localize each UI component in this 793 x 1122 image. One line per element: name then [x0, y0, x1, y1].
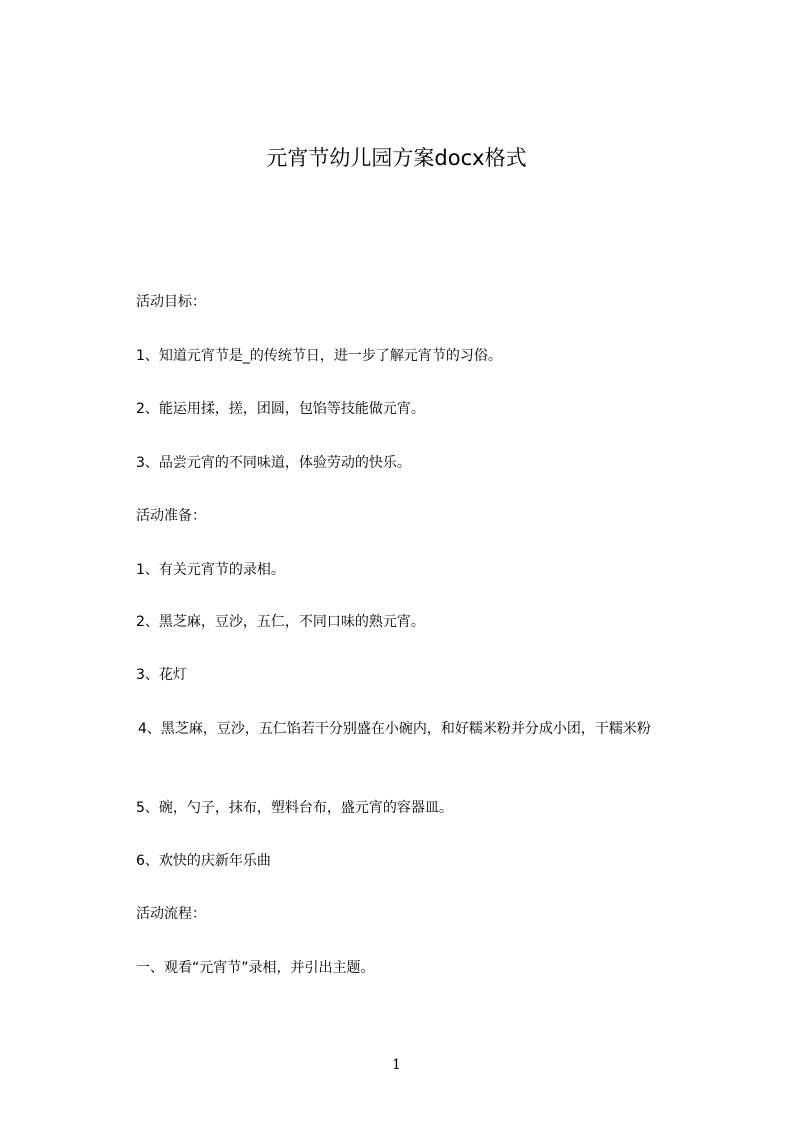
- paragraph-preparation-5: 5、碗，勺子，抹布，塑料台布，盛元宵的容器皿。: [136, 800, 453, 816]
- paragraph-preparation-6: 6、欢快的庆新年乐曲: [136, 853, 271, 869]
- page-number: 1: [392, 1057, 401, 1073]
- paragraph-preparation-heading: 活动准备：: [136, 508, 206, 524]
- paragraph-preparation-1: 1、有关元宵节的录相。: [136, 562, 285, 578]
- paragraph-goal-2: 2、能运用揉，搓，团圆，包馅等技能做元宵。: [136, 401, 425, 417]
- paragraph-preparation-2: 2、黑芝麻，豆沙，五仁，不同口味的熟元宵。: [136, 614, 425, 630]
- paragraph-preparation-4: 4、黑芝麻，豆沙，五仁馅若干分别盛在小碗内，和好糯米粉并分成小团，干糯米粉: [138, 721, 651, 737]
- paragraph-goal-3: 3、品尝元宵的不同味道，体验劳动的快乐。: [136, 455, 411, 471]
- paragraph-process-heading: 活动流程：: [136, 906, 206, 922]
- paragraph-process-step-1: 一、观看“元宵节”录相，并引出主题。: [136, 960, 375, 976]
- paragraph-goal-1: 1、知道元宵节是_的传统节日，进一步了解元宵节的习俗。: [136, 348, 502, 364]
- document-title: 元宵节幼儿园方案docx格式: [266, 146, 527, 170]
- paragraph-preparation-3: 3、花灯: [136, 667, 187, 683]
- paragraph-activity-goals-heading: 活动目标：: [136, 294, 206, 310]
